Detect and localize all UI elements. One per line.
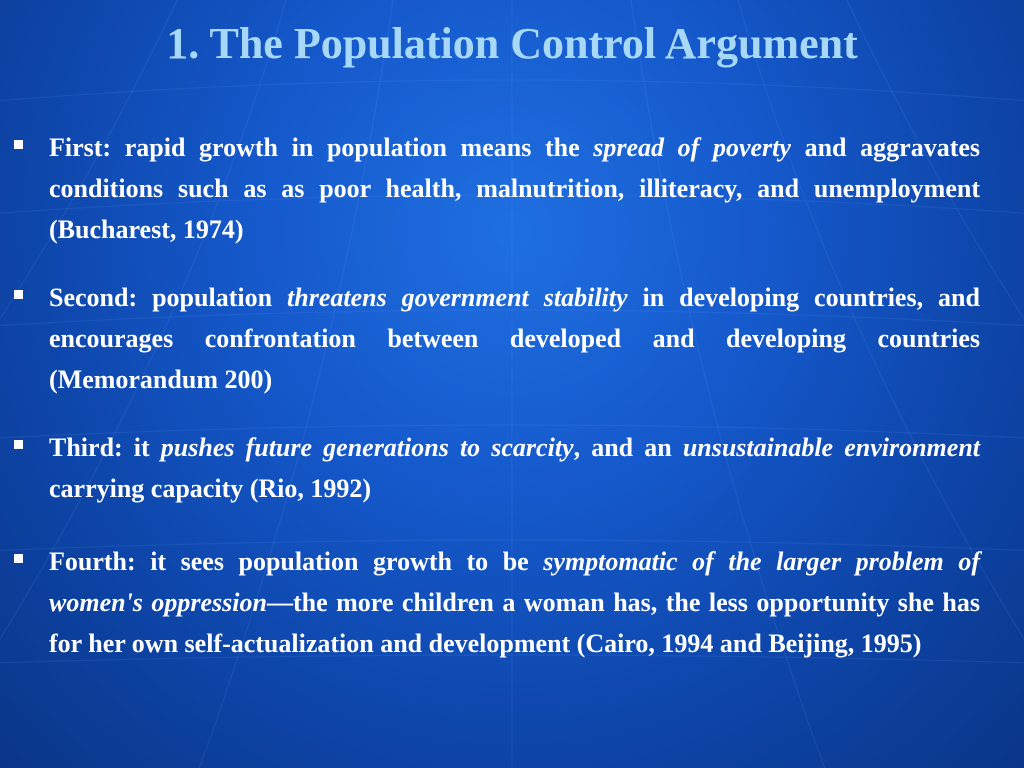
bullet-text: First: rapid growth in population means the (49, 133, 594, 162)
bullet-item-fourth (14, 541, 980, 664)
slide-title: 1. The Population Control Argument (166, 19, 858, 68)
emphasis-text: symptomatic of the larger problem of women's oppression (49, 547, 980, 617)
emphasis-text: spread of poverty (593, 133, 791, 162)
square-bullet-icon (14, 290, 23, 299)
bullet-text: in developing countries, and encourages confrontation between developed and developing countries (Memorandum 200) (49, 283, 980, 394)
bullet-text: Fourth: it sees population growth to be (49, 547, 544, 576)
emphasis-text: pushes future generations to scarcity (160, 433, 574, 462)
emphasis-text: threatens government stability (287, 283, 628, 312)
bullet-text: —the more children a woman has, the less opportunity she has for her own self-actualization and development (Cairo, 1994 and Beijing, 1995) (49, 588, 980, 658)
bullet-list (14, 127, 980, 691)
bullet-item-third (14, 427, 980, 509)
bullet-item-second (14, 277, 980, 400)
bullet-text: Second: population (49, 283, 288, 312)
bullet-text: , and an (573, 433, 683, 462)
bullet-text: Third: it (49, 433, 161, 462)
square-bullet-icon (14, 440, 23, 449)
emphasis-text: unsustainable environment (682, 433, 980, 462)
bullet-text: and aggravates conditions such as as poor health, malnutrition, illiteracy, and unemployment (Bucharest, 1974) (49, 133, 981, 244)
square-bullet-icon (14, 554, 23, 563)
bullet-item-first (14, 127, 980, 250)
square-bullet-icon (14, 140, 23, 149)
bullet-text: carrying capacity (Rio, 1992) (49, 474, 372, 503)
